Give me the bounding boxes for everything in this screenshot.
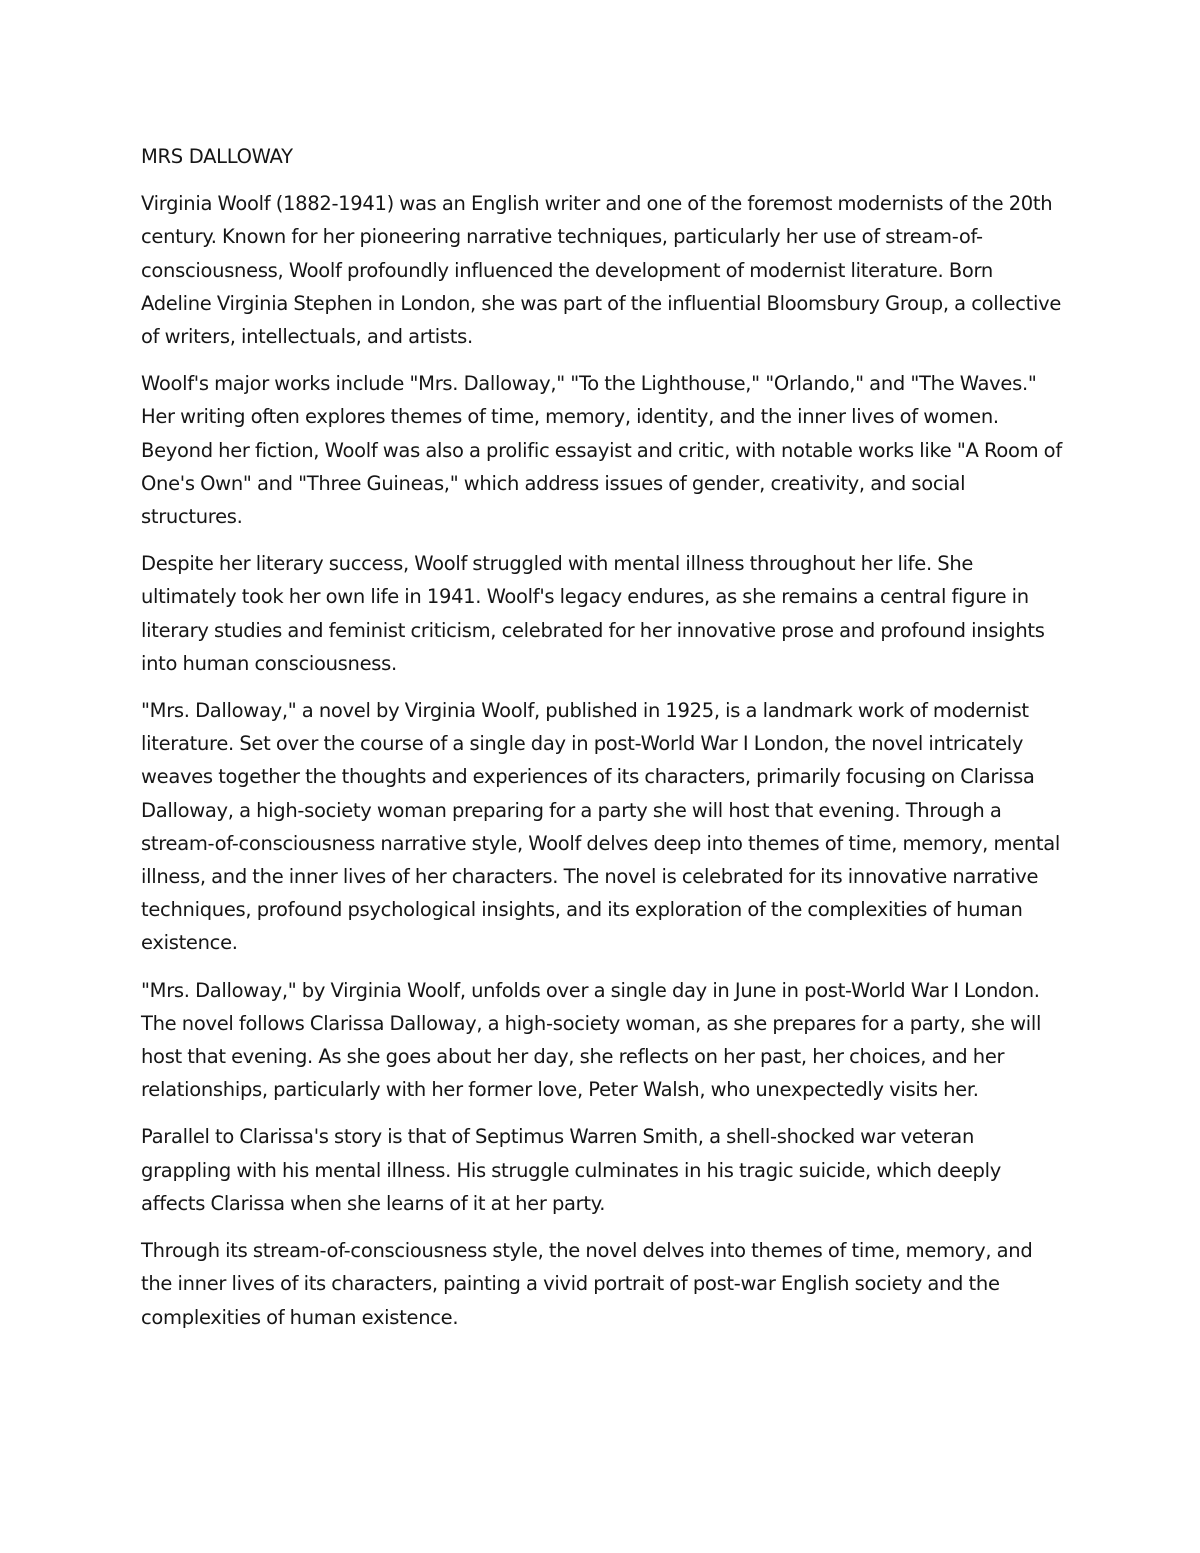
paragraph-woolf-intro: Virginia Woolf (1882-1941) was an English writer and one of the foremost modernists of the 20th century. Known for her pioneering narrative techniques, particularly her use of stream-of-consciousness, Woolf profoundly influenced the development of modernist literature. Born Adeline Virginia Stephen in London, she was part of the influential Bloomsbury Group, a collective of writers, intellectuals, and artists. — [141, 192, 1062, 349]
paragraph-themes: Through its stream-of-consciousness style, the novel delves into themes of time, memory, and the inner lives of its characters, painting a vivid portrait of post-war English society and the complexities of human existence. — [141, 1239, 1033, 1329]
paragraph-plot-summary: "Mrs. Dalloway," by Virginia Woolf, unfolds over a single day in June in post-World War I London. The novel follows Clarissa Dalloway, a high-society woman, as she prepares for a party, she will host that evening. As she goes about her day, she reflects on her past, her choices, and her relationships, particularly with her former love, Peter Walsh, who unexpectedly visits her. — [141, 978, 1042, 1102]
paragraph-novel-overview: "Mrs. Dalloway," a novel by Virginia Woolf, published in 1925, is a landmark work of modernist literature. Set over the course of a single day in post-World War I London, the novel intricately weaves together the thoughts and experiences of its characters, primarily focusing on Clarissa Dalloway, a high-society woman preparing for a party she will host that evening. Through a stream-of-consciousness narrative style, Woolf delves deep into themes of time, memory, mental illness, and the inner lives of her characters. The novel is celebrated for its innovative narrative techniques, profound psychological insights, and its exploration of the complexities of human existence. — [141, 699, 1061, 955]
paragraph-legacy: Despite her literary success, Woolf struggled with mental illness throughout her life. She ultimately took her own life in 1941. Woolf's legacy endures, as she remains a central figure in literary studies and feminist criticism, celebrated for her innovative prose and profound insights into human consciousness. — [141, 552, 1045, 675]
document-title: MRS DALLOWAY — [141, 145, 293, 168]
paragraph-major-works: Woolf's major works include "Mrs. Dalloway," "To the Lighthouse," "Orlando," and "The Waves." Her writing often explores themes of time, memory, identity, and the inner lives of women. Beyond her fiction, Woolf was also a prolific essayist and critic, with notable works like "A Room of One's Own" and "Three Guineas," which address issues of gender, creativity, and social structures. — [141, 372, 1062, 529]
paragraph-septimus: Parallel to Clarissa's story is that of Septimus Warren Smith, a shell-shocked war veteran grappling with his mental illness. His struggle culminates in his tragic suicide, which deeply affects Clarissa when she learns of it at her party. — [141, 1125, 1001, 1215]
document-body — [141, 140, 1063, 1348]
